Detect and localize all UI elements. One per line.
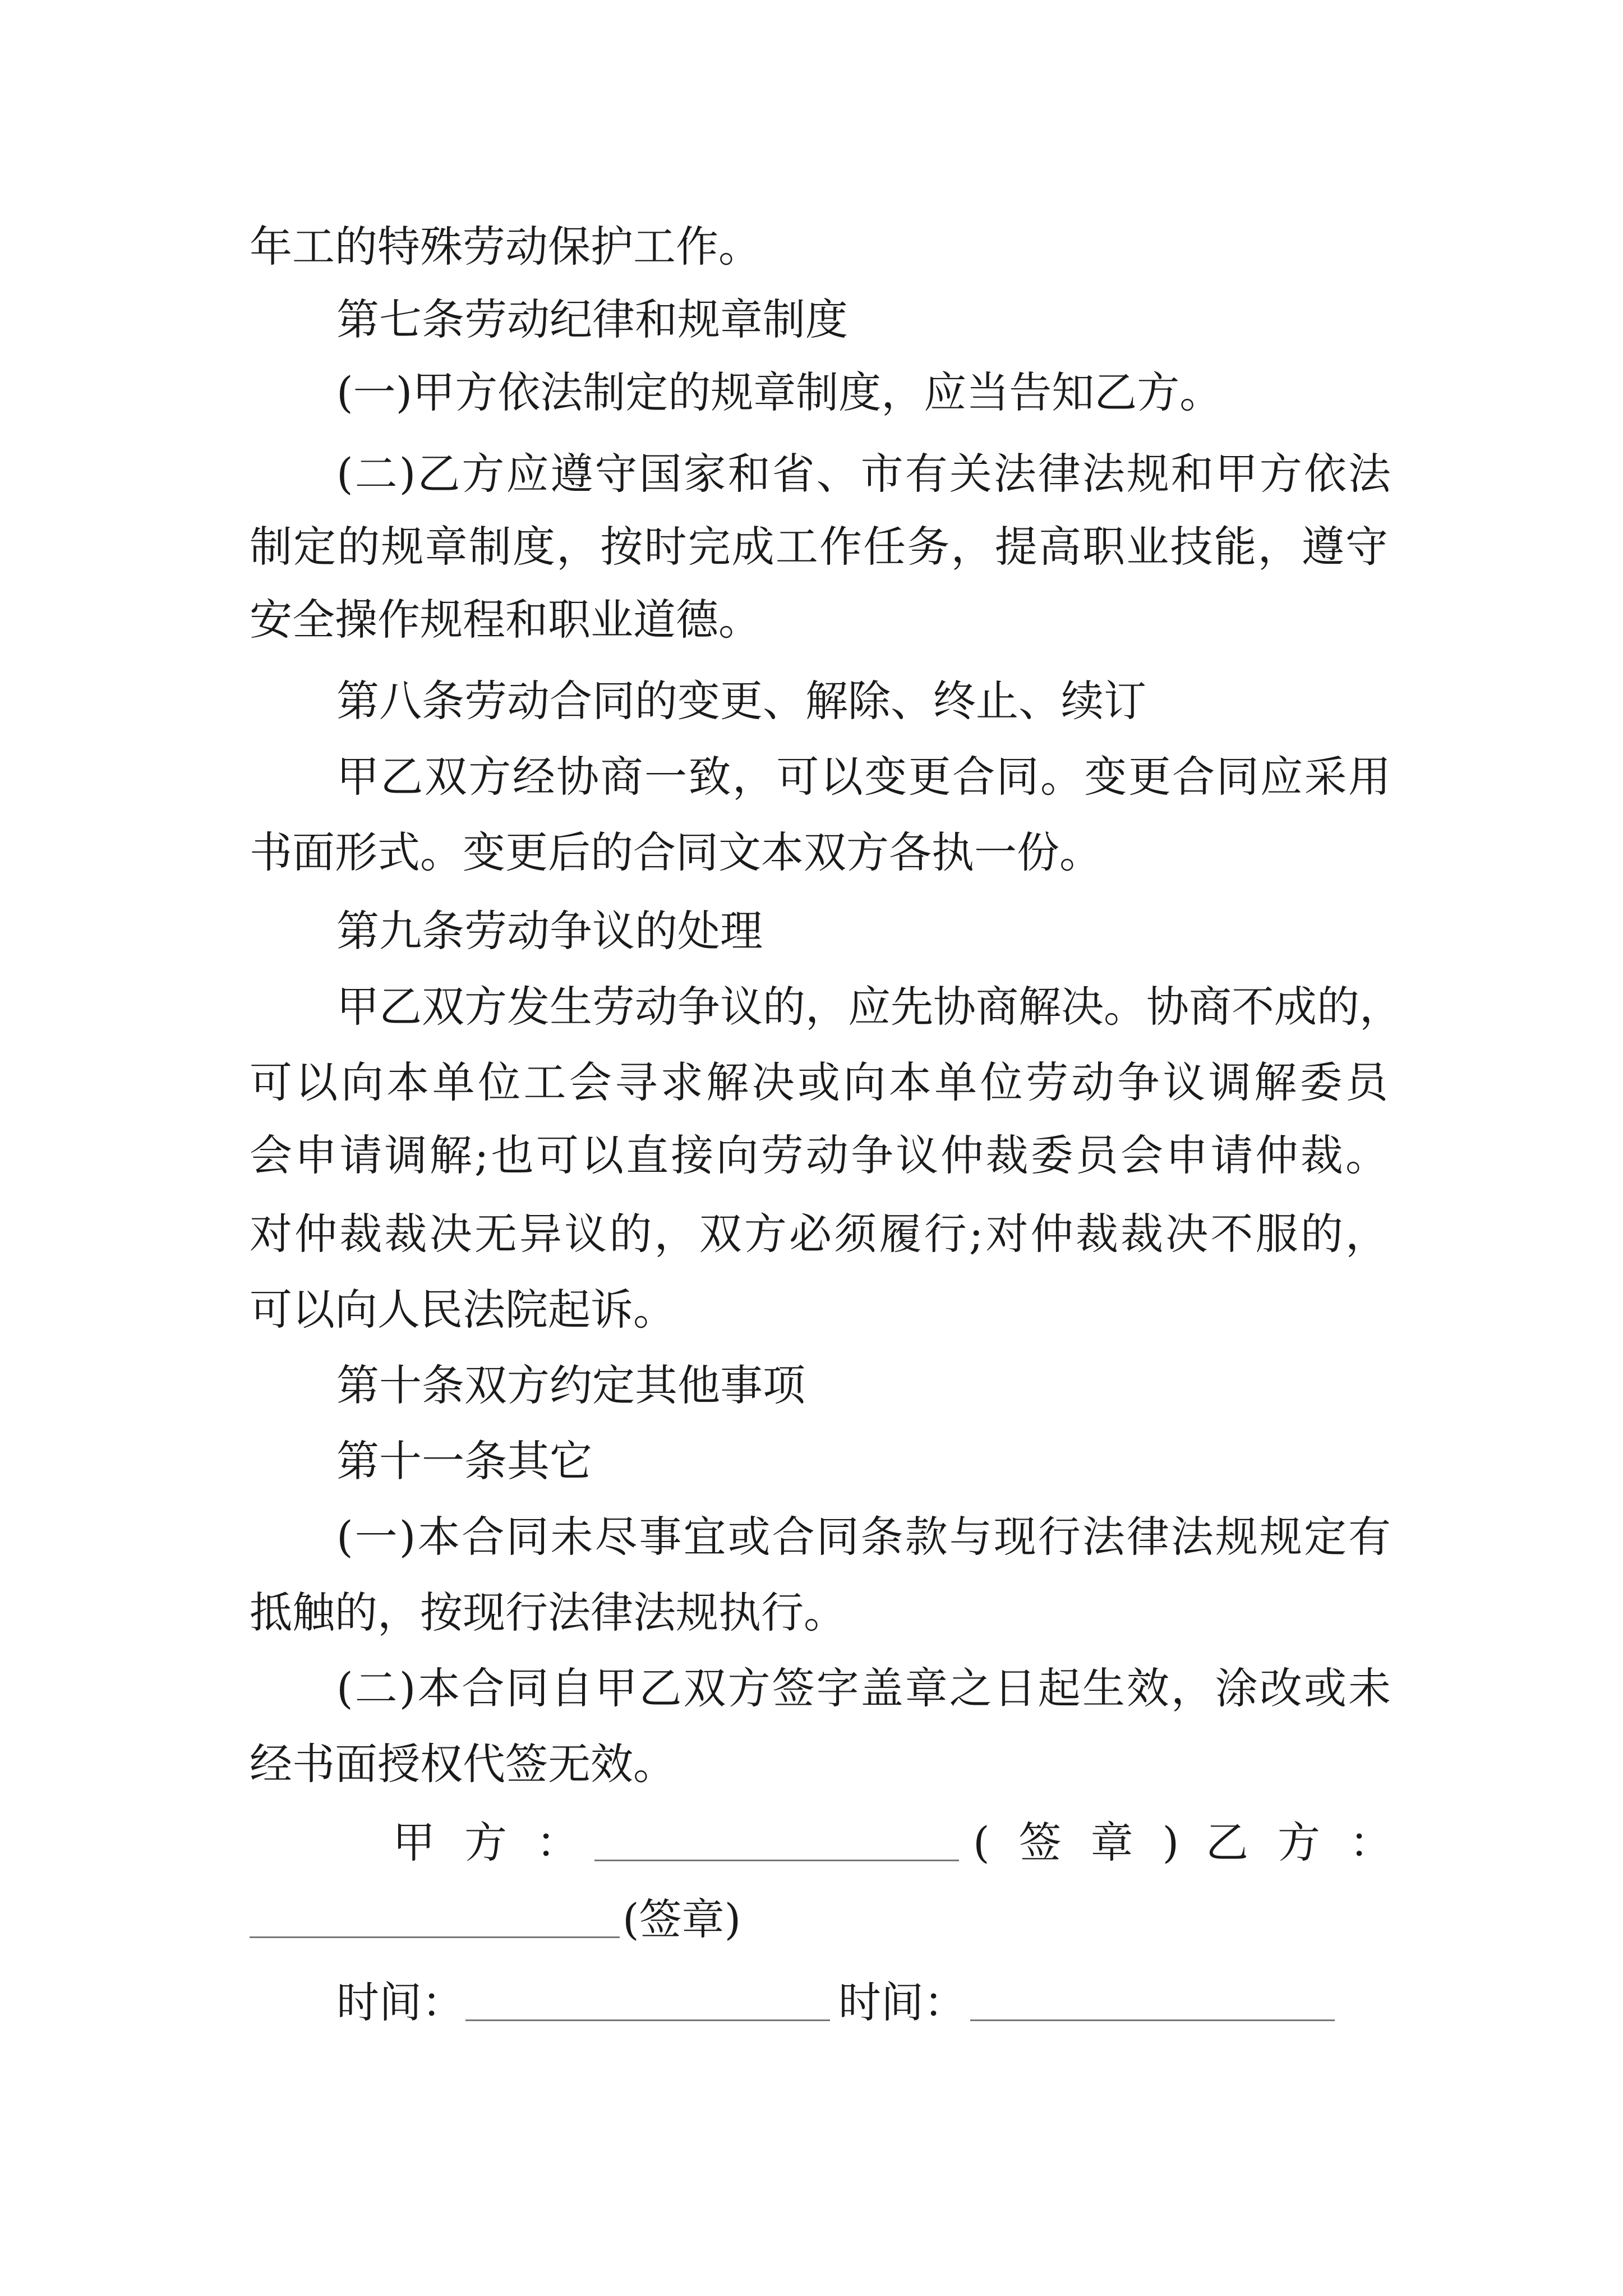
- time-b-line[interactable]: [970, 1980, 1335, 2021]
- paragraph-line: 甲乙双方发生劳动争议的，应先协商解决。协商不成的，: [336, 982, 1402, 1032]
- article-heading: 第九条劳动争议的处理: [336, 906, 763, 956]
- time-b-label: 时间：: [838, 1977, 966, 2027]
- paragraph-line: (一)甲方依法制定的规章制度，应当告知乙方。: [336, 367, 1223, 417]
- paragraph-line: 安全操作规程和职业道德。: [250, 595, 761, 645]
- paragraph-line: 可以向人民法院起诉。: [250, 1285, 676, 1335]
- paragraph-line: 年工的特殊劳动保护工作。: [250, 222, 761, 272]
- paragraph-line: 书面形式。变更后的合同文本双方各执一份。: [250, 827, 1102, 877]
- party-b-group: [1206, 1815, 1421, 1871]
- paragraph-line: 对仲裁裁决无异议的，双方必须履行;对仲裁裁决不服的，: [250, 1209, 1388, 1259]
- paragraph-line: (二)本合同自甲乙双方签字盖章之日起生效，涂改或未: [336, 1663, 1391, 1713]
- article-heading: 第十条双方约定其他事项: [336, 1360, 805, 1410]
- time-a-line[interactable]: [465, 1980, 830, 2021]
- party-a-label: 甲方：: [393, 1818, 608, 1867]
- paragraph-line: 抵触的，按现行法律法规执行。: [250, 1588, 846, 1637]
- paragraph-line: 甲乙双方经协商一致，可以变更合同。变更合同应采用: [336, 752, 1391, 802]
- paragraph-line: (二)乙方应遵守国家和省、市有关法律法规和甲方依法: [336, 449, 1391, 499]
- signature-row-parties: [393, 1815, 608, 1871]
- paragraph-line: 制定的规章制度，按时完成工作任务，提高职业技能，遵守: [250, 522, 1388, 572]
- party-a-seal-label: (签章): [973, 1818, 1209, 1867]
- party-b-signature-line[interactable]: [250, 1897, 620, 1938]
- article-heading: 第八条劳动合同的变更、解除、终止、续订: [336, 676, 1146, 726]
- party-a-signature-line[interactable]: [594, 1820, 959, 1861]
- paragraph-line: 会申请调解;也可以直接向劳动争议仲裁委员会申请仲裁。: [250, 1130, 1388, 1180]
- seal-a-group: [973, 1815, 1208, 1871]
- paragraph-line: 可以向本单位工会寻求解决或向本单位劳动争议调解委员: [250, 1057, 1388, 1107]
- paragraph-line: (一)本合同未尽事宜或合同条款与现行法律法规规定有: [336, 1512, 1391, 1562]
- party-b-label: 乙方：: [1206, 1818, 1421, 1867]
- article-heading: 第七条劳动纪律和规章制度: [336, 295, 848, 344]
- time-a-label: 时间：: [336, 1977, 464, 2027]
- paragraph-line: 经书面授权代签无效。: [250, 1739, 676, 1789]
- article-heading: 第十一条其它: [336, 1436, 592, 1486]
- party-b-seal-label: (签章): [623, 1894, 741, 1944]
